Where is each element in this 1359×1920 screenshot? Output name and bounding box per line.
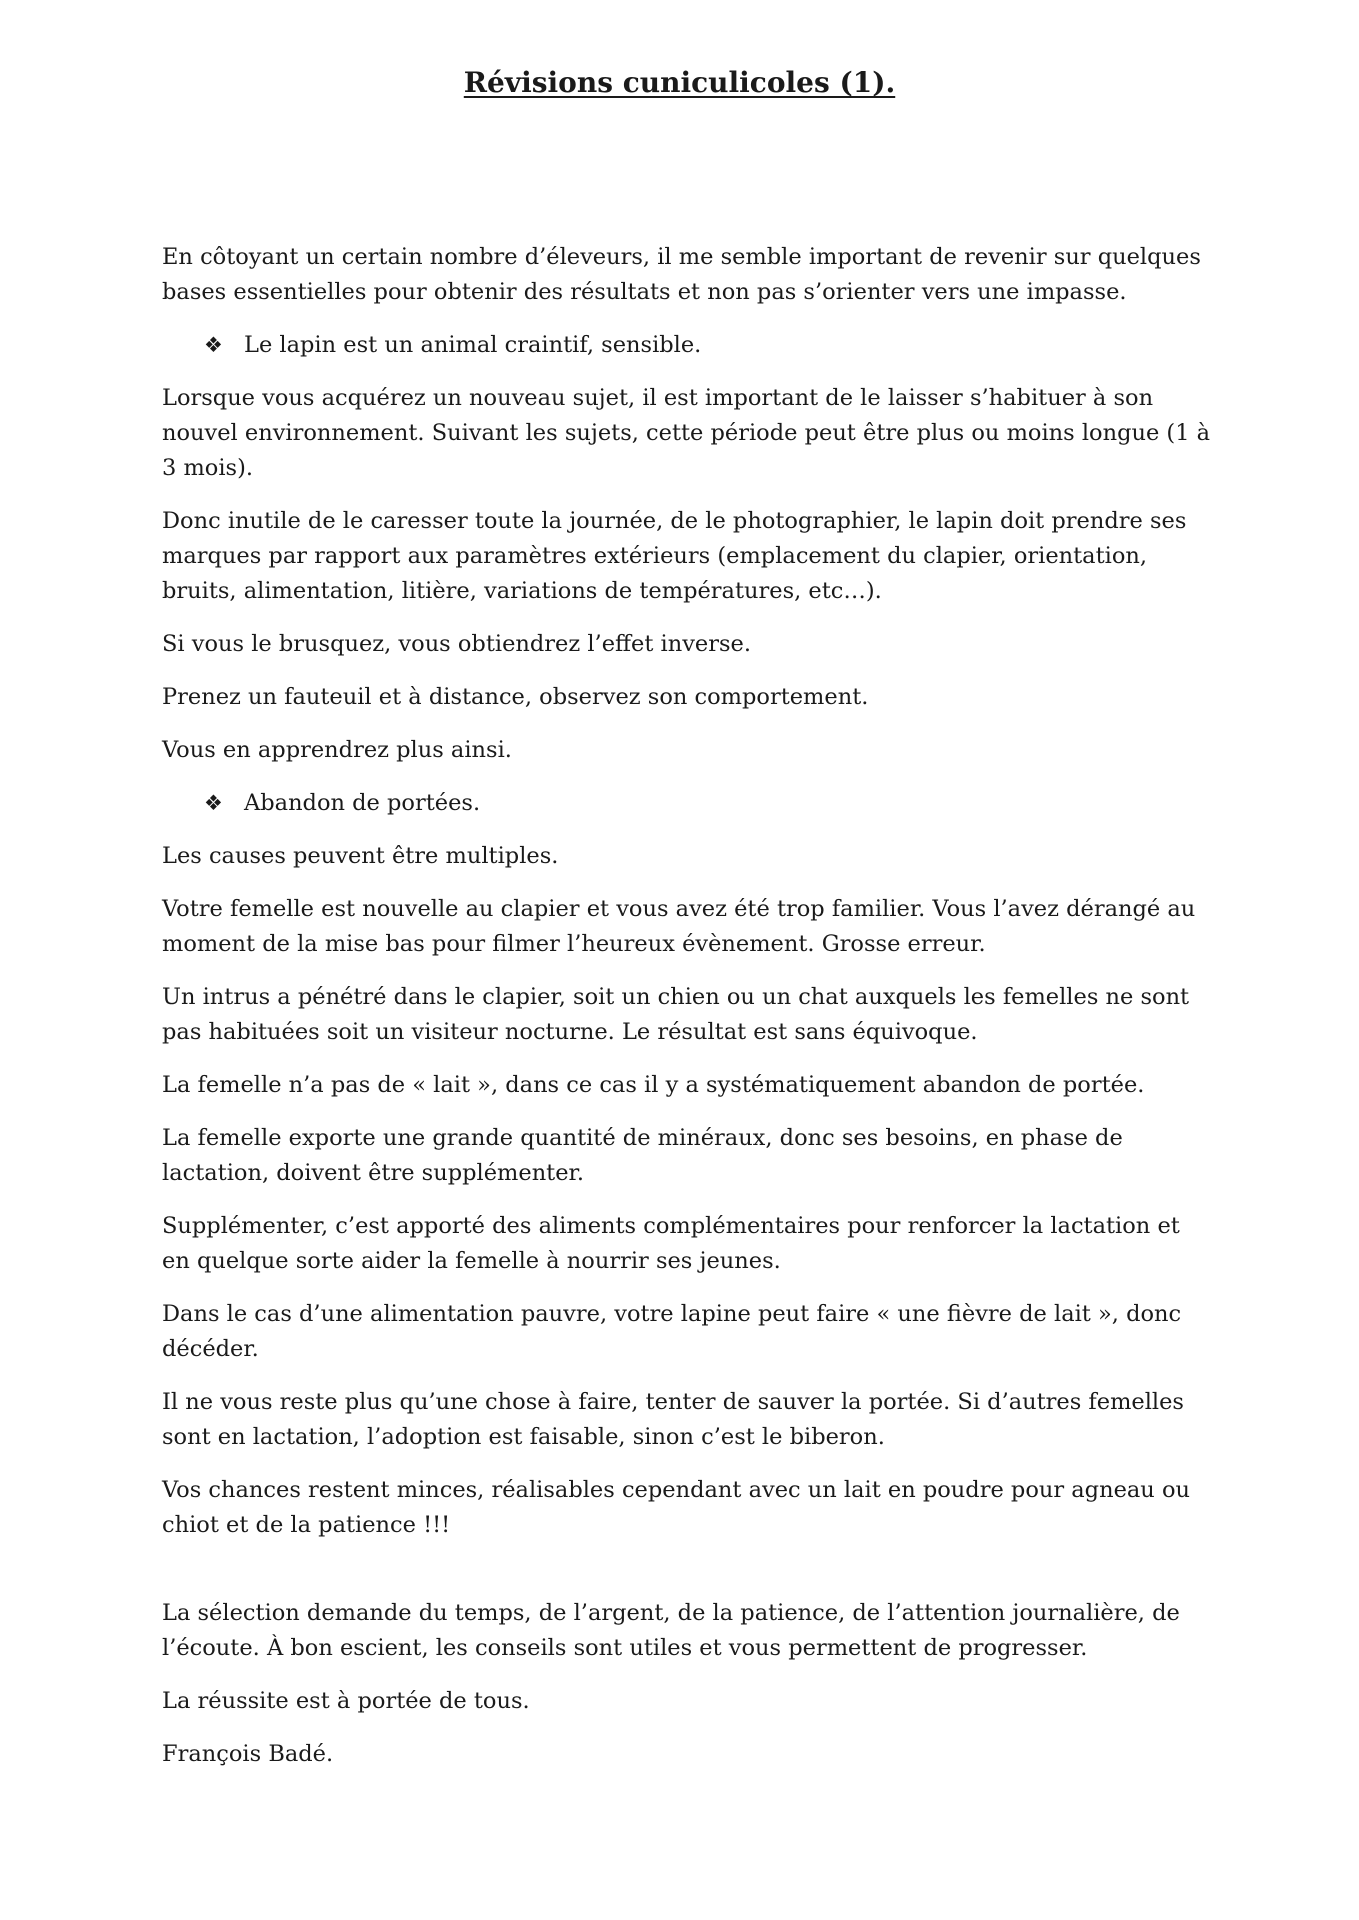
paragraph: La femelle n’a pas de « lait », dans ce cas il y a systématiquement abandon de portée. — [162, 1072, 1145, 1098]
diamond-bullet-icon: ❖ — [204, 791, 223, 815]
conclusion-paragraph: La réussite est à portée de tous. — [162, 1688, 530, 1714]
document-title: Révisions cuniculicoles (1). — [463, 66, 896, 99]
paragraph: Supplémenter, c’est apporté des aliments complémentaires pour renforcer la lactation et en quelque sorte aider la femelle à nourrir ses jeunes. — [162, 1213, 1180, 1274]
paragraph: Les causes peuvent être multiples. — [162, 843, 559, 869]
diamond-bullet-icon: ❖ — [204, 333, 223, 357]
paragraph: Si vous le brusquez, vous obtiendrez l’effet inverse. — [162, 631, 751, 657]
section-heading-craintif — [204, 328, 1212, 363]
paragraph: Lorsque vous acquérez un nouveau sujet, il est important de le laisser s’habituer à son nouvel environnement. Suivant les sujets, cette période peut être plus ou moins longue (1 à 3 mois). — [162, 385, 1211, 481]
section-heading-label: Le lapin est un animal craintif, sensible. — [244, 332, 702, 358]
paragraph: Il ne vous reste plus qu’une chose à faire, tenter de sauver la portée. Si d’autres femelles sont en lactation, l’adoption est faisable, sinon c’est le biberon. — [162, 1389, 1184, 1450]
conclusion-paragraph: La sélection demande du temps, de l’argent, de la patience, de l’attention journalière, de l’écoute. À bon escient, les conseils sont utiles et vous permettent de progresser. — [162, 1600, 1180, 1661]
paragraph: Prenez un fauteuil et à distance, observez son comportement. — [162, 684, 869, 710]
paragraph: Dans le cas d’une alimentation pauvre, votre lapine peut faire « une fièvre de lait », donc décéder. — [162, 1301, 1182, 1362]
paragraph: Donc inutile de le caresser toute la journée, de le photographier, le lapin doit prendre ses marques par rapport aux paramètres extérieurs (emplacement du clapier, orientation, bruits, alimentation, litière, variations de températures, etc…). — [162, 508, 1187, 604]
paragraph: Vous en apprendrez plus ainsi. — [162, 737, 512, 763]
paragraph: La femelle exporte une grande quantité de minéraux, donc ses besoins, en phase de lactation, doivent être supplémenter. — [162, 1125, 1123, 1186]
section-heading-abandon — [204, 786, 1212, 821]
signature: François Badé. — [162, 1741, 334, 1767]
document-body — [162, 240, 1212, 1790]
paragraph: Un intrus a pénétré dans le clapier, soit un chien ou un chat auxquels les femelles ne sont pas habituées soit un visiteur nocturne. Le résultat est sans équivoque. — [162, 984, 1190, 1045]
paragraph: Votre femelle est nouvelle au clapier et vous avez été trop familier. Vous l’avez dérangé au moment de la mise bas pour filmer l’heureux évènement. Grosse erreur. — [162, 896, 1196, 957]
section-heading-label: Abandon de portées. — [244, 790, 481, 816]
intro-paragraph: En côtoyant un certain nombre d’éleveurs, il me semble important de revenir sur quelques bases essentielles pour obtenir des résultats et non pas s’orienter vers une impasse. — [162, 244, 1201, 305]
paragraph: Vos chances restent minces, réalisables cependant avec un lait en poudre pour agneau ou chiot et de la patience !!! — [162, 1477, 1190, 1538]
